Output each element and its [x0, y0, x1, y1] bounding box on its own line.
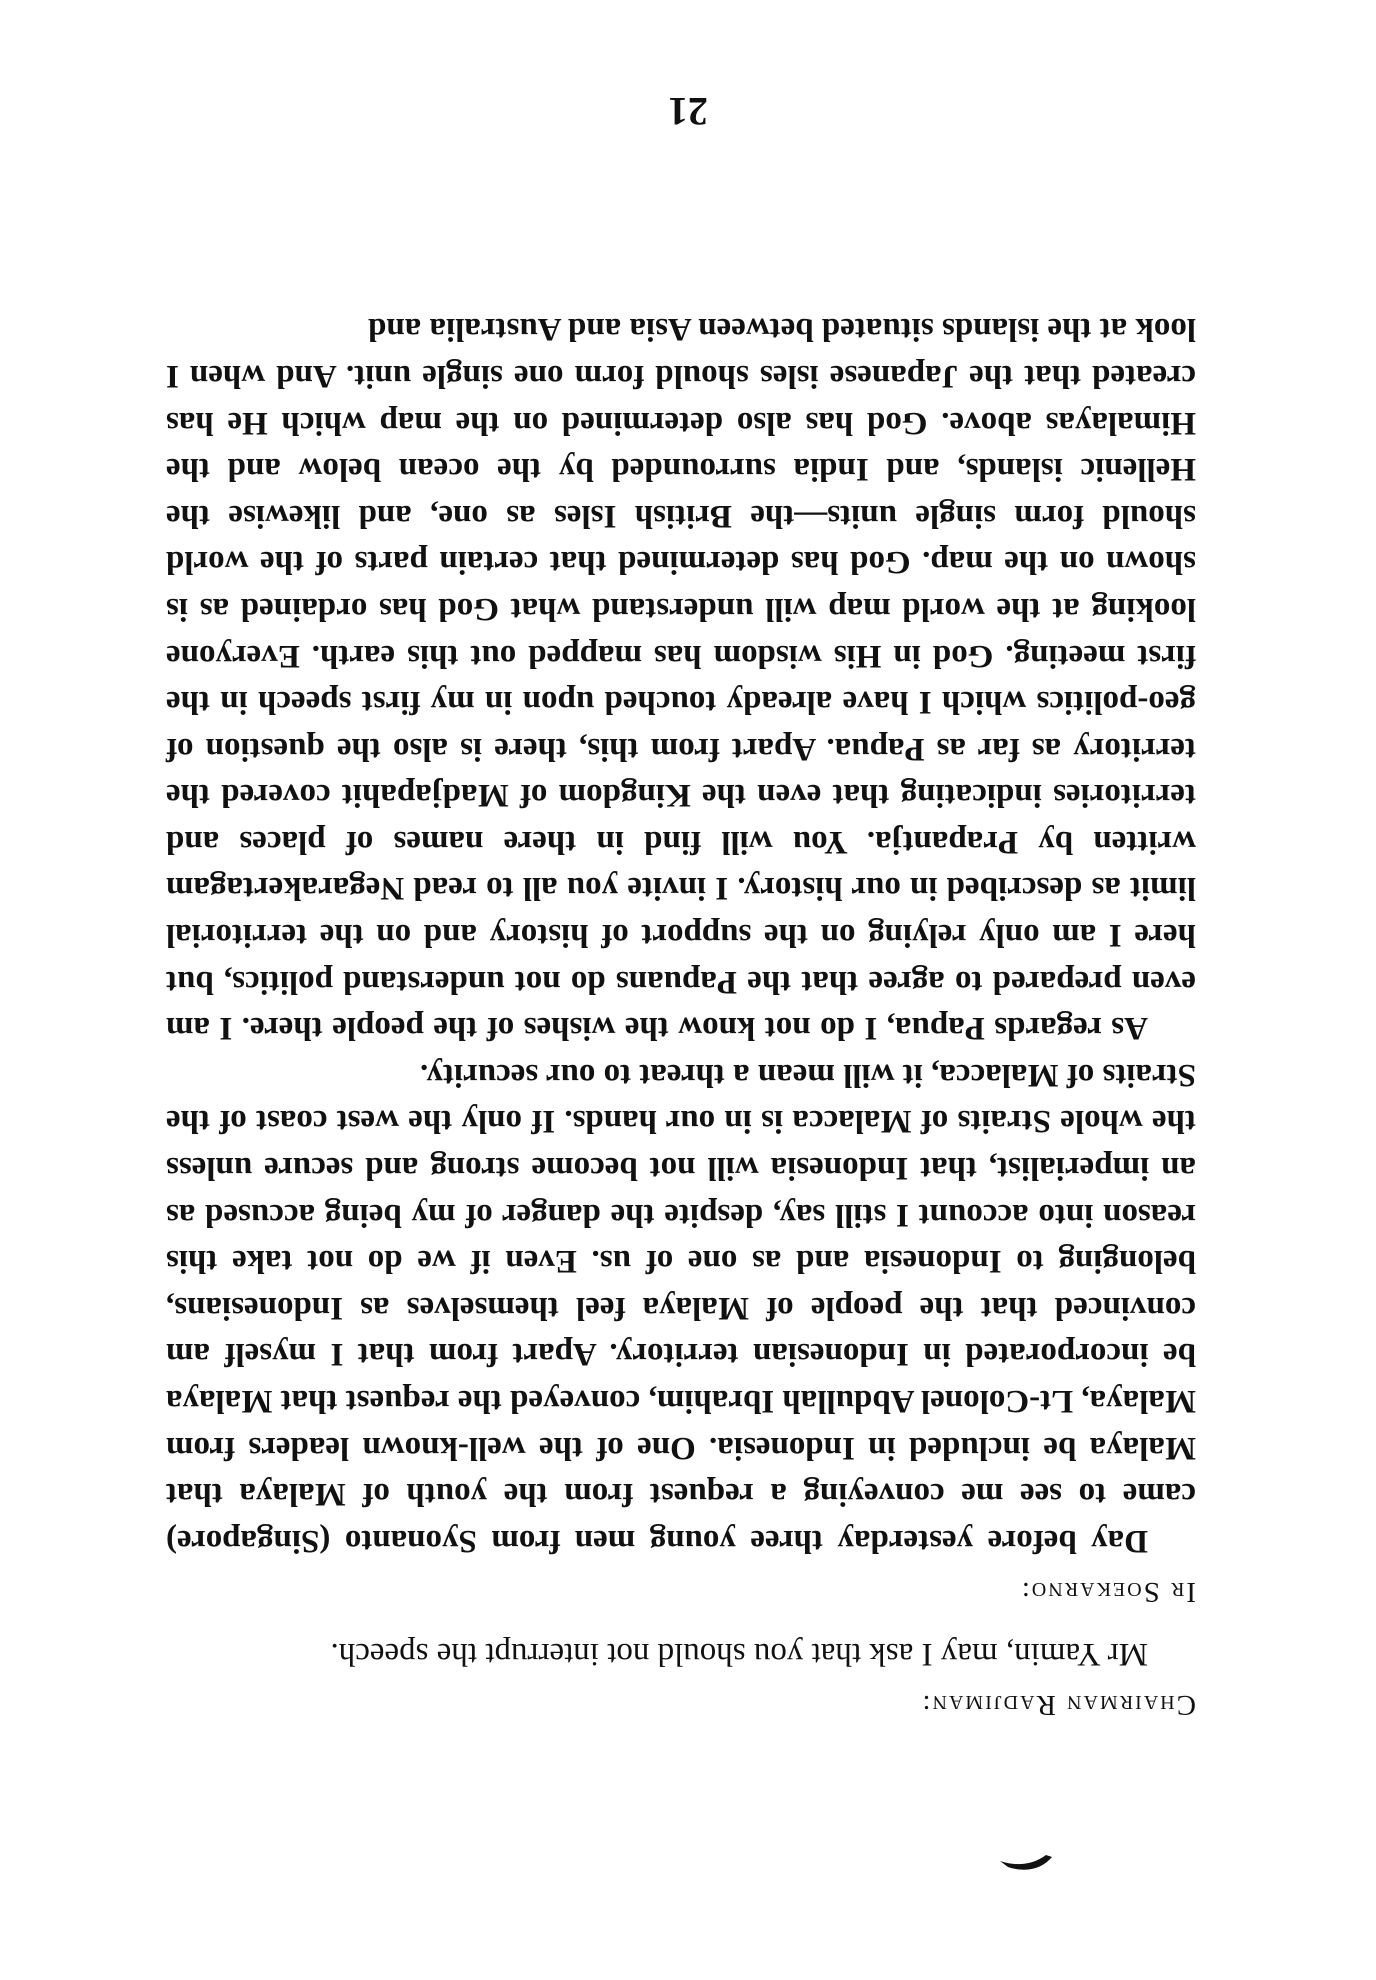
speaker-chairman-radjiman: Chairman Radjiman:	[920, 1689, 1196, 1721]
speaker-ir-soekarno: Ir Soekarno:	[1019, 1575, 1196, 1608]
page-number: 21	[668, 89, 708, 134]
paragraph-chairman-remark: Mr Yamin, may I ask that you should not interrupt the speech.	[330, 1636, 1148, 1673]
page-content	[166, 306, 1196, 1870]
paragraph-malaya: Day before yesterday three young men from Syonanto (Singapore) came to see me conveying a request from the youth of Malaya that Malaya be included in Indonesia. One of the well-known leaders from Malaya, Lt-Colonel Abdullah Ibrahim, conveyed the request that Malaya be incorporated in Indonesian territory. Apart from that I myself am convinced that the people of Malaya feel themselves as Indonesians, belonging to Indonesia and as one of us. Even if we do not take this reason into account I still say, despite the danger of my being accused as an imperialist, that Indonesia will not become strong and secure unless the whole Straits of Malacca is in our hands. If only the west coast of the Straits of Malacca, it will mean a threat to our security.	[166, 1056, 1196, 1559]
paragraph-papua: As regards Papua, I do not know the wishes of the people there. I am even prepared to agree that the Papuans do not understand politics, but here I am only relying on the support of history and on the territorial limit as described in our history. I invite you all to read Negarakertagam written by Prapantja. You will find in there names of places and territories indicating that even the Kingdom of Madjapahit covered the territory as far as Papua. Apart from this, there is also the question of geo-politics which I have already touched upon in my first speech in the first meeting. God in His wisdom has mapped out this earth. Everyone looking at the world map will understand what God has ordained as is shown on the map. God has determined that certain parts of the world should form single units—the British Isles as one, and likewise the Hellenic islands, and India surrounded by the ocean below and the Himalayas above. God has also determined on the map which He has created that the Japanese isles should form one single unit. And when I look at the islands situated between Asia and Australia and	[166, 311, 1196, 1047]
